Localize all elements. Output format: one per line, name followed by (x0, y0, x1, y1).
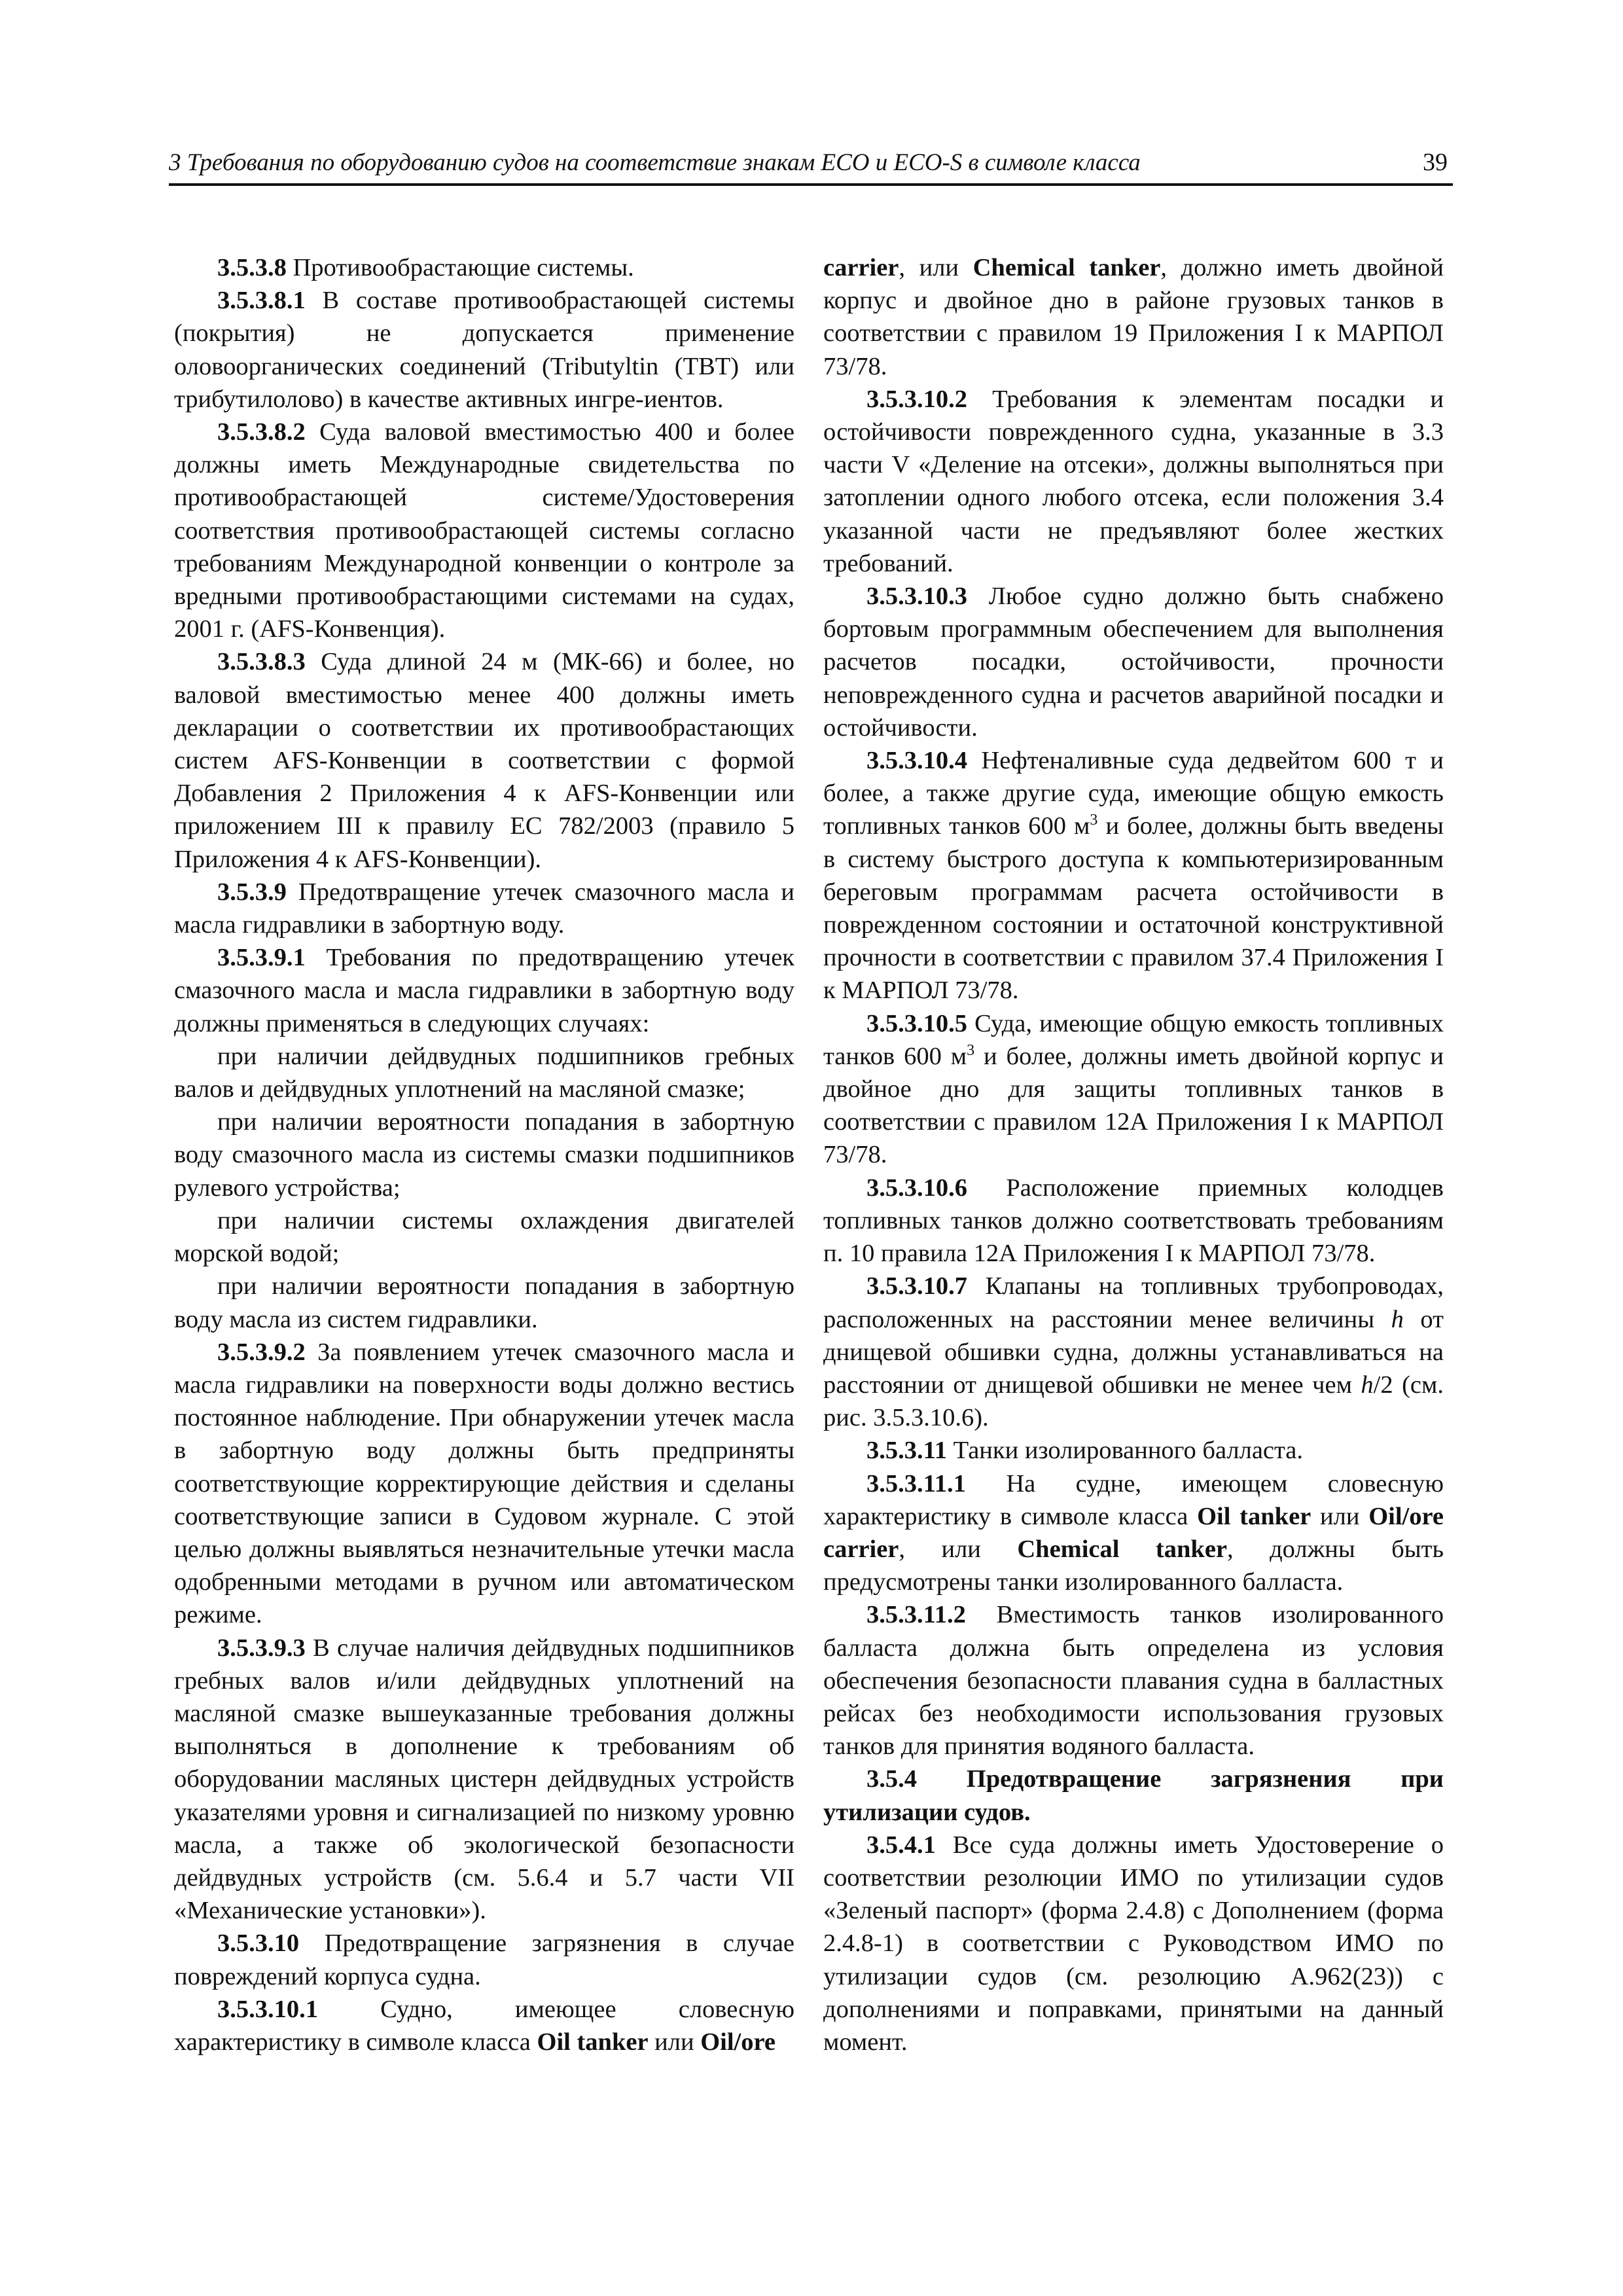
list-item: при наличии вероятности попадания в забортную воду масла из систем гидравлики. (174, 1272, 794, 1333)
paragraph: 3.5.3.10.5 Суда, имеющие общую емкость топливных танков 600 $м^3$ и более, должны иметь двойной корпус и двойное дно для защиты топливных танков в соответствии с правилом 12А Приложения I к МАРПОЛ 73/78. (823, 1009, 1444, 1169)
right-column (823, 251, 1444, 2058)
left-column (174, 251, 794, 2058)
list-item: при наличии дейдвудных подшипников гребных валов и дейдвудных уплотнений на масляной смазке; (174, 1042, 794, 1103)
running-header (169, 143, 1453, 186)
paragraph: 3.5.3.11.2 Вместимость танков изолированного балласта должна быть определена из условия обеспечения безопасности плавания судна в балластных рейсах без необходимости использования грузовых танков для принятия водяного балласта. (823, 1601, 1444, 1761)
list-item: при наличии системы охлаждения двигателей морской водой; (174, 1206, 794, 1268)
paragraph: 3.5.3.8.1 В составе противообрастающей системы (покрытия) не допускается применение оловоорганических соединений (Tributyltin (TBT) или трибутилолово) в качестве активных ингре-иентов. (174, 287, 794, 413)
paragraph: 3.5.3.9.1 Требования по предотвращению утечек смазочного масла и масла гидравлики в забортную воду должны применяться в следующих случаях: (174, 944, 794, 1037)
page-number: 39 (1423, 149, 1448, 176)
paragraph: 3.5.3.8.2 Суда валовой вместимостью 400 и более должны иметь Международные свидетельства по противообрастающей системе/Удостоверения соответствия противообрастающей системы согласно требованиям Международной конвенции о контроле за вредными противообрастающими системами на судах, 2001 г. (AFS-Конвенция). (174, 418, 794, 643)
paragraph: 3.5.3.10.4 Нефтеналивные суда дедвейтом 600 т и более, а также другие суда, имеющие общую емкость топливных танков 600 $м^3$ и более, должны быть введены в систему быстрого доступа к компьютеризированным береговым программам расчета остойчивости в поврежденном состоянии и остаточной конструктивной прочности в соответствии с правилом 37.4 Приложения I к МАРПОЛ 73/78. (823, 747, 1444, 1005)
list-item: при наличии вероятности попадания в забортную воду смазочного масла из системы смазки подшипников рулевого устройства; (174, 1108, 794, 1202)
paragraph: 3.5.3.9 Предотвращение утечек смазочного масла и масла гидравлики в забортную воду. (174, 878, 794, 939)
paragraph: 3.5.3.10 Предотвращение загрязнения в случае повреждений корпуса судна. (174, 1929, 794, 1990)
paragraph: 3.5.3.10.6 Расположение приемных колодцев топливных танков должно соответствовать требованиям п. 10 правила 12А Приложения I к МАРПОЛ 73/78. (823, 1174, 1444, 1268)
paragraph: 3.5.3.11.1 На судне, имеющем словесную характеристику в символе класса Oil tanker или Oil/ore carrier, или Chemical tanker, должны быть предусмотрены танки изолированного балласта. (823, 1469, 1444, 1596)
paragraph: 3.5.3.9.2 За появлением утечек смазочного масла и масла гидравлики на поверхности воды должно вестись постоянное наблюдение. При обнаружении утечек масла в забортную воду должны быть предприняты соответствующие корректирующие действия и сделаны соответствующие записи в Судовом журнале. С этой целью должны выявляться незначительные утечки масла одобренными методами в ручном или автоматическом режиме. (174, 1338, 794, 1629)
paragraph: 3.5.3.10.7 Клапаны на топливных трубопроводах, расположенных на расстоянии менее величины h от днищевой обшивки судна, должны устанавливаться на расстоянии от днищевой обшивки не менее чем h/2 (см. рис. 3.5.3.10.6). (823, 1272, 1444, 1432)
paragraph: 3.5.3.8 Противообрастающие системы. (217, 254, 634, 281)
paragraph-continuation: carrier, или Chemical tanker, должно иметь двойной корпус и двойное дно в районе грузовых танков в соответствии с правилом 19 Приложения I к МАРПОЛ 73/78. (823, 254, 1444, 380)
paragraph: 3.5.4.1 Все суда должны иметь Удостоверение о соответствии резолюции ИМО по утилизации судов «Зеленый паспорт» (форма 2.4.8) с Дополнением (форма 2.4.8-1) в соответствии с Руководством ИМО по утилизации судов (см. резолюцию A.962(23)) с дополнениями и поправками, принятыми на данный момент. (823, 1831, 1444, 2056)
paragraph: 3.5.3.11 Танки изолированного балласта. (866, 1437, 1304, 1465)
section-heading: 3.5.4 Предотвращение загрязнения при утилизации судов. (823, 1765, 1444, 1826)
paragraph: 3.5.3.10.1 Судно, имеющее словесную характеристику в символе класса Oil tanker или Oil/ore (174, 1995, 794, 2056)
paragraph: 3.5.3.10.2 Требования к элементам посадки и остойчивости поврежденного судна, указанные в 3.3 части V «Деление на отсеки», должны выполняться при затоплении одного любого отсека, если положения 3.4 указанной части не предъявляют более жестких требований. (823, 385, 1444, 577)
paragraph: 3.5.3.10.3 Любое судно должно быть снабжено бортовым программным обеспечением для выполнения расчетов посадки, остойчивости, прочности неповрежденного судна и расчетов аварийной посадки и остойчивости. (823, 583, 1444, 742)
paragraph: 3.5.3.8.3 Суда длиной 24 м (МК-66) и более, но валовой вместимостью менее 400 должны иметь декларации о соответствии их противообрастающих систем AFS-Конвенции в соответствии с формой Добавления 2 Приложения 4 к AFS-Конвенции или приложением III к правилу ЕС 782/2003 (правило 5 Приложения 4 к AFS-Конвенции). (174, 648, 794, 873)
paragraph: 3.5.3.9.3 В случае наличия дейдвудных подшипников гребных валов и/или дейдвудных уплотнений на масляной смазке вышеуказанные требования должны выполняться в дополнение к требованиям об оборудовании масляных цистерн дейдвудных устройств указателями уровня и сигнализацией по низкому уровню масла, а также об экологической безопасности дейдвудных устройств (см. 5.6.4 и 5.7 части VII «Механические установки»). (174, 1634, 794, 1925)
header-title: 3 Требования по оборудованию судов на соответствие знакам ECO и ECO-S в символе класса (169, 149, 1141, 176)
